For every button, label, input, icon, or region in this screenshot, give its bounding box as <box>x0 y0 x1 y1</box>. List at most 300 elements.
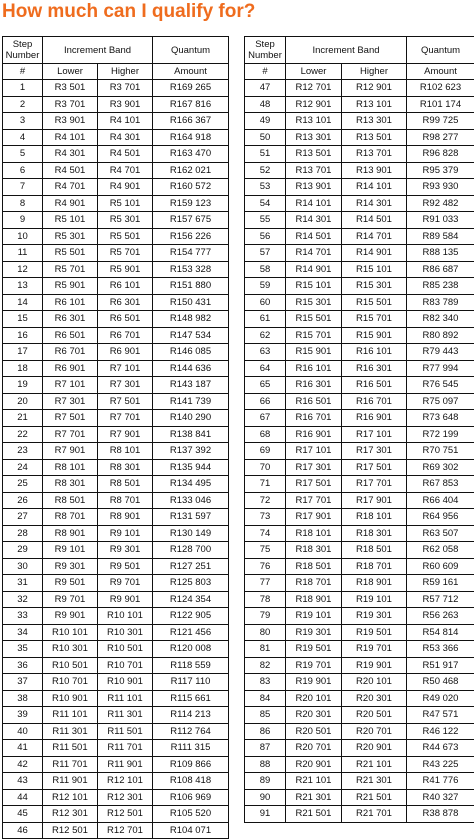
step-number-cell: 65 <box>245 377 286 394</box>
step-number-cell: 62 <box>245 327 286 344</box>
step-number-cell: 17 <box>3 344 43 361</box>
lower-cell: R5 901 <box>43 278 98 295</box>
table-row <box>3 443 229 460</box>
table-row <box>3 657 229 674</box>
lower-cell: R13 501 <box>286 146 342 163</box>
higher-cell: R6 101 <box>98 278 153 295</box>
higher-cell: R9 901 <box>98 591 153 608</box>
higher-cell: R18 101 <box>342 509 407 526</box>
table-row <box>245 80 474 97</box>
step-number-header: Step Number <box>245 37 286 64</box>
higher-cell: R7 301 <box>98 377 153 394</box>
table-row <box>3 80 229 97</box>
table-row <box>245 344 474 361</box>
table-row <box>245 492 474 509</box>
amount-cell: R104 071 <box>153 822 229 839</box>
lower-cell: R17 301 <box>286 459 342 476</box>
higher-cell: R13 901 <box>342 162 407 179</box>
lower-cell: R8 901 <box>43 525 98 542</box>
amount-cell: R133 046 <box>153 492 229 509</box>
increment-band-header: Increment Band <box>43 37 153 64</box>
table-row <box>3 707 229 724</box>
higher-cell: R20 501 <box>342 707 407 724</box>
amount-cell: R56 263 <box>407 608 474 625</box>
table-row <box>3 558 229 575</box>
lower-cell: R5 501 <box>43 245 98 262</box>
higher-cell: R18 301 <box>342 525 407 542</box>
table-row <box>245 575 474 592</box>
step-number-cell: 73 <box>245 509 286 526</box>
higher-cell: R20 101 <box>342 674 407 691</box>
amount-cell: R83 789 <box>407 294 474 311</box>
table-row <box>245 261 474 278</box>
amount-cell: R85 238 <box>407 278 474 295</box>
higher-cell: R15 301 <box>342 278 407 295</box>
table-row <box>245 426 474 443</box>
lower-cell: R6 701 <box>43 344 98 361</box>
table-row <box>3 278 229 295</box>
higher-cell: R9 101 <box>98 525 153 542</box>
lower-cell: R8 101 <box>43 459 98 476</box>
table-row <box>245 294 474 311</box>
step-number-cell: 49 <box>245 113 286 130</box>
lower-cell: R11 501 <box>43 740 98 757</box>
step-number-cell: 31 <box>3 575 43 592</box>
lower-cell: R17 101 <box>286 443 342 460</box>
higher-cell: R14 301 <box>342 195 407 212</box>
lower-cell: R9 101 <box>43 542 98 559</box>
amount-cell: R130 149 <box>153 525 229 542</box>
step-number-cell: 91 <box>245 806 286 823</box>
lower-cell: R18 301 <box>286 542 342 559</box>
amount-cell: R44 673 <box>407 740 474 757</box>
higher-cell: R8 501 <box>98 476 153 493</box>
amount-cell: R134 495 <box>153 476 229 493</box>
amount-cell: R93 930 <box>407 179 474 196</box>
table-row <box>3 723 229 740</box>
higher-cell: R20 701 <box>342 723 407 740</box>
amount-cell: R67 853 <box>407 476 474 493</box>
table-row <box>3 294 229 311</box>
higher-cell: R7 701 <box>98 410 153 427</box>
amount-cell: R144 636 <box>153 360 229 377</box>
amount-cell: R121 456 <box>153 624 229 641</box>
amount-cell: R96 828 <box>407 146 474 163</box>
lower-cell: R20 501 <box>286 723 342 740</box>
amount-cell: R49 020 <box>407 690 474 707</box>
amount-cell: R156 226 <box>153 228 229 245</box>
lower-cell: R11 901 <box>43 773 98 790</box>
step-number-cell: 15 <box>3 311 43 328</box>
amount-cell: R77 994 <box>407 360 474 377</box>
amount-cell: R169 265 <box>153 80 229 97</box>
lower-cell: R14 301 <box>286 212 342 229</box>
step-number-cell: 85 <box>245 707 286 724</box>
table-row <box>3 377 229 394</box>
lower-cell: R6 301 <box>43 311 98 328</box>
step-number-cell: 35 <box>3 641 43 658</box>
table-row <box>3 113 229 130</box>
step-number-cell: 45 <box>3 806 43 823</box>
lower-cell: R7 701 <box>43 426 98 443</box>
lower-cell: R14 901 <box>286 261 342 278</box>
higher-cell: R15 701 <box>342 311 407 328</box>
lower-cell: R19 101 <box>286 608 342 625</box>
higher-cell: R10 301 <box>98 624 153 641</box>
step-number-cell: 88 <box>245 756 286 773</box>
table-row <box>3 393 229 410</box>
table-row <box>3 542 229 559</box>
table-row <box>3 195 229 212</box>
higher-cell: R12 301 <box>98 789 153 806</box>
higher-header: Higher <box>342 64 407 80</box>
amount-cell: R146 085 <box>153 344 229 361</box>
table-row <box>3 789 229 806</box>
table-row <box>3 129 229 146</box>
step-number-cell: 8 <box>3 195 43 212</box>
step-number-cell: 77 <box>245 575 286 592</box>
amount-cell: R147 534 <box>153 327 229 344</box>
amount-cell: R82 340 <box>407 311 474 328</box>
higher-cell: R16 901 <box>342 410 407 427</box>
step-number-cell: 14 <box>3 294 43 311</box>
step-number-cell: 42 <box>3 756 43 773</box>
amount-cell: R118 559 <box>153 657 229 674</box>
lower-cell: R13 101 <box>286 113 342 130</box>
lower-cell: R13 301 <box>286 129 342 146</box>
table-row <box>245 195 474 212</box>
lower-cell: R11 701 <box>43 756 98 773</box>
table-row <box>3 162 229 179</box>
table-row <box>245 228 474 245</box>
higher-cell: R19 501 <box>342 624 407 641</box>
step-number-cell: 21 <box>3 410 43 427</box>
higher-cell: R5 301 <box>98 212 153 229</box>
step-number-cell: 81 <box>245 641 286 658</box>
higher-cell: R6 301 <box>98 294 153 311</box>
higher-cell: R9 301 <box>98 542 153 559</box>
step-number-cell: 74 <box>245 525 286 542</box>
step-number-cell: 59 <box>245 278 286 295</box>
table-row <box>245 608 474 625</box>
step-number-cell: 86 <box>245 723 286 740</box>
higher-cell: R15 101 <box>342 261 407 278</box>
amount-cell: R95 379 <box>407 162 474 179</box>
lower-cell: R7 101 <box>43 377 98 394</box>
higher-cell: R9 701 <box>98 575 153 592</box>
higher-cell: R18 701 <box>342 558 407 575</box>
table-row <box>3 509 229 526</box>
lower-cell: R4 101 <box>43 129 98 146</box>
step-number-cell: 28 <box>3 525 43 542</box>
amount-cell: R162 021 <box>153 162 229 179</box>
higher-cell: R11 501 <box>98 723 153 740</box>
lower-cell: R17 501 <box>286 476 342 493</box>
table-row <box>245 723 474 740</box>
amount-cell: R167 816 <box>153 96 229 113</box>
table-row <box>245 624 474 641</box>
page-title: How much can I qualify for? <box>0 0 474 34</box>
higher-cell: R16 701 <box>342 393 407 410</box>
step-number-cell: 68 <box>245 426 286 443</box>
lower-cell: R16 901 <box>286 426 342 443</box>
table-row <box>245 740 474 757</box>
higher-cell: R20 301 <box>342 690 407 707</box>
amount-cell: R164 918 <box>153 129 229 146</box>
amount-cell: R43 225 <box>407 756 474 773</box>
amount-cell: R159 123 <box>153 195 229 212</box>
step-number-cell: 25 <box>3 476 43 493</box>
amount-cell: R41 776 <box>407 773 474 790</box>
hash-header: # <box>3 64 43 80</box>
step-number-cell: 11 <box>3 245 43 262</box>
table-row <box>245 96 474 113</box>
step-number-header: Step Number <box>3 37 43 64</box>
table-row <box>245 558 474 575</box>
higher-cell: R12 701 <box>98 822 153 839</box>
table-row <box>245 360 474 377</box>
lower-cell: R18 701 <box>286 575 342 592</box>
higher-cell: R4 301 <box>98 129 153 146</box>
step-number-cell: 3 <box>3 113 43 130</box>
amount-cell: R141 739 <box>153 393 229 410</box>
lower-cell: R20 301 <box>286 707 342 724</box>
higher-cell: R7 501 <box>98 393 153 410</box>
step-number-cell: 52 <box>245 162 286 179</box>
lower-cell: R21 301 <box>286 789 342 806</box>
table-row <box>3 740 229 757</box>
amount-cell: R120 008 <box>153 641 229 658</box>
higher-cell: R8 701 <box>98 492 153 509</box>
table-row <box>245 476 474 493</box>
step-number-cell: 54 <box>245 195 286 212</box>
step-number-cell: 5 <box>3 146 43 163</box>
amount-cell: R57 712 <box>407 591 474 608</box>
higher-cell: R3 901 <box>98 96 153 113</box>
higher-cell: R16 101 <box>342 344 407 361</box>
step-number-cell: 84 <box>245 690 286 707</box>
step-number-cell: 36 <box>3 657 43 674</box>
quantum-header: Quantum <box>407 37 474 64</box>
table-row <box>245 129 474 146</box>
step-number-cell: 58 <box>245 261 286 278</box>
lower-cell: R14 501 <box>286 228 342 245</box>
higher-cell: R17 501 <box>342 459 407 476</box>
step-number-cell: 64 <box>245 360 286 377</box>
table-row <box>245 690 474 707</box>
lower-cell: R3 501 <box>43 80 98 97</box>
lower-cell: R5 701 <box>43 261 98 278</box>
step-number-cell: 38 <box>3 690 43 707</box>
step-number-cell: 37 <box>3 674 43 691</box>
amount-cell: R108 418 <box>153 773 229 790</box>
increment-band-header: Increment Band <box>286 37 407 64</box>
amount-cell: R124 354 <box>153 591 229 608</box>
step-number-cell: 53 <box>245 179 286 196</box>
lower-cell: R21 501 <box>286 806 342 823</box>
table-row <box>245 756 474 773</box>
table-row <box>245 641 474 658</box>
step-number-cell: 89 <box>245 773 286 790</box>
table-row <box>245 410 474 427</box>
amount-cell: R54 814 <box>407 624 474 641</box>
step-number-cell: 39 <box>3 707 43 724</box>
amount-cell: R160 572 <box>153 179 229 196</box>
step-number-cell: 61 <box>245 311 286 328</box>
amount-cell: R102 623 <box>407 80 474 97</box>
step-number-cell: 10 <box>3 228 43 245</box>
higher-cell: R11 701 <box>98 740 153 757</box>
lower-cell: R14 101 <box>286 195 342 212</box>
lower-cell: R16 501 <box>286 393 342 410</box>
higher-cell: R4 101 <box>98 113 153 130</box>
lower-cell: R19 901 <box>286 674 342 691</box>
quantum-header: Quantum <box>153 37 229 64</box>
higher-cell: R12 901 <box>342 80 407 97</box>
lower-cell: R15 901 <box>286 344 342 361</box>
lower-header: Lower <box>286 64 342 80</box>
step-number-cell: 18 <box>3 360 43 377</box>
amount-cell: R115 661 <box>153 690 229 707</box>
table-row <box>245 509 474 526</box>
step-number-cell: 80 <box>245 624 286 641</box>
lower-cell: R9 701 <box>43 591 98 608</box>
amount-cell: R112 764 <box>153 723 229 740</box>
higher-cell: R21 501 <box>342 789 407 806</box>
step-number-cell: 26 <box>3 492 43 509</box>
higher-cell: R18 901 <box>342 575 407 592</box>
lower-cell: R20 701 <box>286 740 342 757</box>
table-row <box>245 525 474 542</box>
step-number-cell: 57 <box>245 245 286 262</box>
lower-cell: R3 701 <box>43 96 98 113</box>
step-number-cell: 55 <box>245 212 286 229</box>
lower-cell: R4 701 <box>43 179 98 196</box>
table-row <box>245 146 474 163</box>
hash-header: # <box>245 64 286 80</box>
higher-cell: R14 901 <box>342 245 407 262</box>
higher-cell: R3 701 <box>98 80 153 97</box>
step-number-cell: 33 <box>3 608 43 625</box>
step-number-cell: 9 <box>3 212 43 229</box>
table-row <box>245 245 474 262</box>
lower-cell: R17 701 <box>286 492 342 509</box>
lower-cell: R5 101 <box>43 212 98 229</box>
amount-cell: R131 597 <box>153 509 229 526</box>
higher-cell: R15 901 <box>342 327 407 344</box>
higher-cell: R19 901 <box>342 657 407 674</box>
table-row <box>3 773 229 790</box>
step-number-cell: 87 <box>245 740 286 757</box>
higher-cell: R11 101 <box>98 690 153 707</box>
amount-cell: R80 892 <box>407 327 474 344</box>
table-row <box>3 674 229 691</box>
step-number-cell: 13 <box>3 278 43 295</box>
amount-cell: R46 122 <box>407 723 474 740</box>
table-body <box>245 80 474 823</box>
lower-cell: R3 901 <box>43 113 98 130</box>
higher-cell: R16 501 <box>342 377 407 394</box>
table-row <box>3 311 229 328</box>
table-row <box>245 393 474 410</box>
higher-cell: R5 101 <box>98 195 153 212</box>
higher-cell: R6 701 <box>98 327 153 344</box>
amount-cell: R47 571 <box>407 707 474 724</box>
table-row <box>3 575 229 592</box>
lower-cell: R15 701 <box>286 327 342 344</box>
amount-cell: R101 174 <box>407 96 474 113</box>
lower-cell: R18 901 <box>286 591 342 608</box>
amount-cell: R151 880 <box>153 278 229 295</box>
higher-cell: R16 301 <box>342 360 407 377</box>
step-number-cell: 69 <box>245 443 286 460</box>
amount-cell: R114 213 <box>153 707 229 724</box>
table-row <box>3 327 229 344</box>
table-row <box>3 806 229 823</box>
higher-cell: R10 701 <box>98 657 153 674</box>
amount-cell: R153 328 <box>153 261 229 278</box>
step-number-cell: 75 <box>245 542 286 559</box>
step-number-cell: 46 <box>3 822 43 839</box>
table-row <box>3 426 229 443</box>
lower-cell: R5 301 <box>43 228 98 245</box>
amount-cell: R111 315 <box>153 740 229 757</box>
amount-cell: R79 443 <box>407 344 474 361</box>
step-number-cell: 16 <box>3 327 43 344</box>
higher-cell: R12 501 <box>98 806 153 823</box>
table-row <box>3 96 229 113</box>
higher-cell: R10 901 <box>98 674 153 691</box>
lower-cell: R15 501 <box>286 311 342 328</box>
higher-cell: R5 501 <box>98 228 153 245</box>
step-number-cell: 71 <box>245 476 286 493</box>
amount-cell: R157 675 <box>153 212 229 229</box>
lower-cell: R6 501 <box>43 327 98 344</box>
lower-cell: R6 101 <box>43 294 98 311</box>
table-row <box>3 756 229 773</box>
lower-cell: R18 501 <box>286 558 342 575</box>
amount-cell: R88 135 <box>407 245 474 262</box>
lower-cell: R11 101 <box>43 707 98 724</box>
step-number-cell: 60 <box>245 294 286 311</box>
step-number-cell: 40 <box>3 723 43 740</box>
higher-cell: R21 701 <box>342 806 407 823</box>
lower-cell: R15 101 <box>286 278 342 295</box>
lower-cell: R7 501 <box>43 410 98 427</box>
lower-cell: R8 501 <box>43 492 98 509</box>
step-number-cell: 4 <box>3 129 43 146</box>
amount-cell: R89 584 <box>407 228 474 245</box>
lower-cell: R8 701 <box>43 509 98 526</box>
amount-cell: R117 110 <box>153 674 229 691</box>
higher-cell: R19 301 <box>342 608 407 625</box>
higher-cell: R21 101 <box>342 756 407 773</box>
table-row <box>3 641 229 658</box>
higher-cell: R17 701 <box>342 476 407 493</box>
amount-cell: R63 507 <box>407 525 474 542</box>
step-number-cell: 12 <box>3 261 43 278</box>
step-number-cell: 44 <box>3 789 43 806</box>
lower-cell: R10 901 <box>43 690 98 707</box>
lower-cell: R10 101 <box>43 624 98 641</box>
lower-cell: R12 901 <box>286 96 342 113</box>
lower-cell: R17 901 <box>286 509 342 526</box>
amount-cell: R109 866 <box>153 756 229 773</box>
table-row <box>245 443 474 460</box>
amount-cell: R154 777 <box>153 245 229 262</box>
amount-cell: R105 520 <box>153 806 229 823</box>
higher-cell: R19 701 <box>342 641 407 658</box>
